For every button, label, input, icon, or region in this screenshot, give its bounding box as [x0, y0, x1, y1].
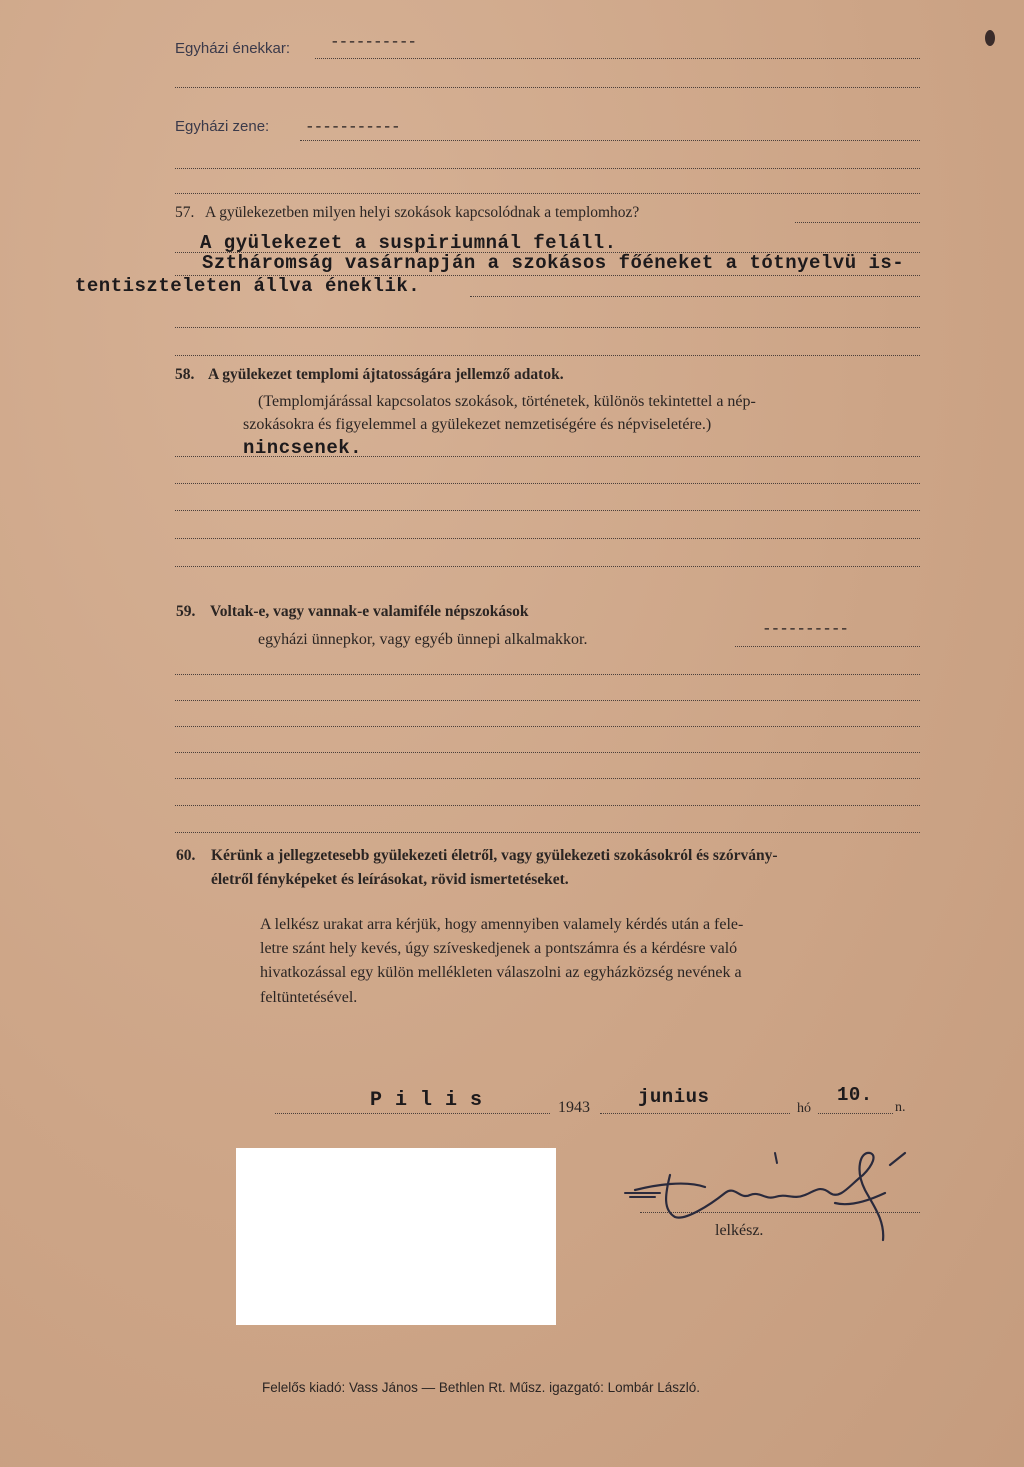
- day-line: [818, 1113, 893, 1114]
- q58-number: 58.: [175, 366, 195, 383]
- q58-hint-line2: szokásokra és figyelemmel a gyülekezet nemzetiségére és népviseletére.): [243, 416, 712, 433]
- instructions-line1: A lelkész urakat arra kérjük, hogy amennyiben valamely kérdés után a fele-: [260, 916, 744, 933]
- blank-line: [175, 700, 920, 701]
- q59-number: 59.: [176, 603, 196, 620]
- q57-number: 57.: [175, 204, 195, 221]
- date-day: 10.: [837, 1084, 873, 1106]
- zene-line: [300, 140, 920, 141]
- blank-line: [175, 674, 920, 675]
- blank-line: [175, 778, 920, 779]
- blank-line: [175, 327, 920, 328]
- q60-number: 60.: [176, 847, 196, 864]
- q57-answer-line2: Sztháromság vasárnapján a szokásos főéneket a tótnyelvü is-: [202, 252, 905, 274]
- footer-publisher: Felelős kiadó: Vass János — Bethlen Rt. Műsz. igazgató: Lombár László.: [262, 1380, 700, 1395]
- date-place: P i l i s: [370, 1089, 483, 1112]
- place-line: [275, 1113, 550, 1114]
- blank-line: [175, 538, 920, 539]
- blank-line: [175, 752, 920, 753]
- blank-line: [175, 805, 920, 806]
- redacted-stamp-area: [236, 1148, 556, 1325]
- punch-hole: [985, 30, 995, 46]
- blank-line: [175, 355, 920, 356]
- blank-line: [175, 832, 920, 833]
- q59-question-line2: egyházi ünnepkor, vagy egyéb ünnepi alkalmakkor.: [258, 631, 588, 648]
- blank-line: [175, 726, 920, 727]
- date-n: n.: [895, 1100, 906, 1115]
- instructions-line4: feltüntetésével.: [260, 989, 358, 1006]
- signature-role: lelkész.: [715, 1222, 764, 1239]
- blank-line: [175, 193, 920, 194]
- enekkar-line: [315, 58, 920, 59]
- blank-line: [175, 87, 920, 88]
- handwritten-signature: [615, 1145, 925, 1255]
- egyhazi-enekkar-label: Egyházi énekkar:: [175, 40, 291, 57]
- q60-line2: életről fényképeket és leírásokat, rövid ismertetéseket.: [211, 871, 569, 888]
- q57-answer-line1: A gyülekezet a suspiriumnál feláll.: [200, 232, 617, 254]
- q58-hint-line1: (Templomjárással kapcsolatos szokások, történetek, különös tekintettel a nép-: [258, 393, 756, 410]
- egyhazi-enekkar-value: ----------: [330, 33, 417, 51]
- q58-answer: nincsenek.: [243, 437, 363, 459]
- q59-answer-line: [735, 646, 920, 647]
- q57-question-line: [795, 222, 920, 223]
- date-month: junius: [638, 1086, 710, 1108]
- instructions-line2: letre szánt hely kevés, úgy szíveskedjenek a pontszámra és a kérdésre való: [260, 940, 738, 957]
- egyhazi-zene-value: -----------: [305, 118, 400, 136]
- q58-question: A gyülekezet templomi ájtatosságára jellemző adatok.: [208, 366, 564, 383]
- q59-question-line1: Voltak-e, vagy vannak-e valamiféle népszokások: [210, 603, 529, 620]
- instructions-line3: hivatkozással egy külön mellékleten válaszolni az egyházközség nevének a: [260, 964, 742, 981]
- answer-line: [470, 296, 920, 297]
- blank-line: [175, 566, 920, 567]
- egyhazi-zene-label: Egyházi zene:: [175, 118, 270, 135]
- q60-line1: Kérünk a jellegzetesebb gyülekezeti életről, vagy gyülekezeti szokásokról és szórvány-: [211, 847, 778, 864]
- date-ho: hó: [797, 1101, 811, 1116]
- q59-answer: ----------: [762, 620, 849, 638]
- q57-question: A gyülekezetben milyen helyi szokások kapcsolódnak a templomhoz?: [205, 204, 640, 221]
- blank-line: [175, 483, 920, 484]
- date-year: 1943: [558, 1099, 590, 1116]
- answer-line: [175, 456, 920, 457]
- blank-line: [175, 510, 920, 511]
- month-line: [600, 1113, 790, 1114]
- q57-answer-line3: tentiszteleten állva éneklik.: [75, 275, 421, 297]
- blank-line: [175, 168, 920, 169]
